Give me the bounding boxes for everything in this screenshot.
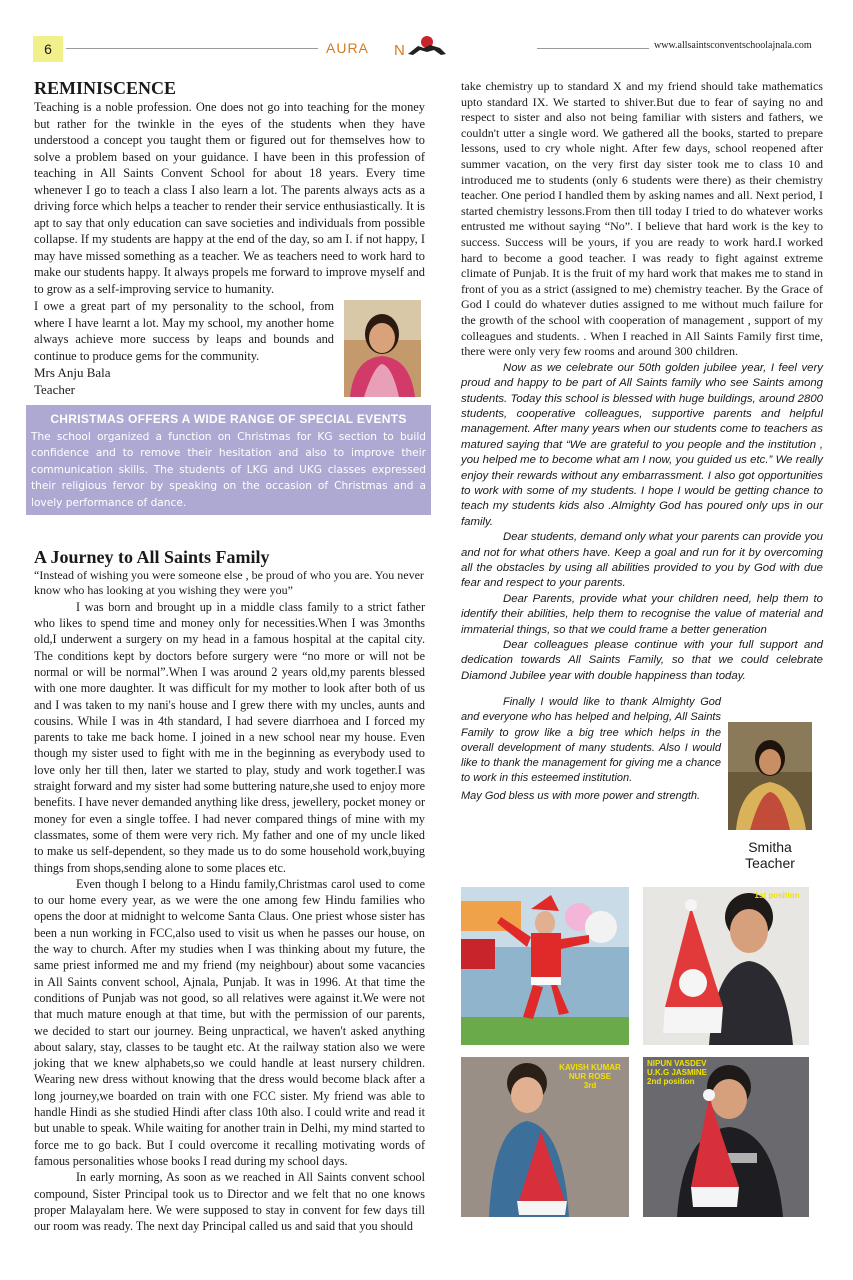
craft-winner-2nd-photo [643, 1057, 809, 1217]
smitha-name: Smitha [748, 839, 792, 855]
student-class: NUR ROSE [568, 1072, 612, 1081]
horses-icon [408, 45, 446, 55]
position-tag [647, 1059, 721, 1086]
position-tag: 1st position [754, 891, 800, 900]
magazine-logo [394, 34, 460, 60]
journey-title: A Journey to All Saints Family [34, 547, 270, 567]
christmas-title: CHRISTMAS OFFERS A WIDE RANGE OF SPECIAL EVENTS [50, 412, 407, 426]
journey-paragraph: Dear colleagues please continue with your full support and dedication towards All Saints Family, so that we could celebrate Diamond Jubilee year with double happiness than today. [461, 639, 823, 682]
header-rule-right [537, 48, 649, 49]
student-name: NIPUN VASDEV [647, 1059, 707, 1068]
journey-paragraph: take chemistry up to standard X and my friend should take mathematics upto standard IX. We started to shiver.But due to fear of saying no and respect to sister and also not being familiar with sisters and fathers, we couldn't utter a single word. We gathered all the books, started to prepare lessons, used to cry whole night. After few days, school reopened after summer vacation, on the very first day sister took me to class 10 and introduced me to students (only 6 students were there) as their chemistry teacher. One period I handled them by asking names and all. Next period, I started chemistry lessons.From then till today I tried to do whatever works entrusted me without saying “No”. I believe that hard work is the key to success. Success will be yours, if you are ready to work hard.I worked hard to become a good teacher. I was ready to fight against extreme climate of Punjab. It is the fruit of my hard work that makes me to stand in front of you as a strict (assigned to me) chemistry teacher. By the Grace of God I could do whatever duties assigned to me without much failure for the growth of the school with cooperation of management , support of my colleagues and students. . When I reached in All Saints Family first time, there were only very few rooms and around 300 children. [461, 79, 823, 359]
journey-paragraph: Dear Parents, provide what your children need, help them to identify their abilities, help them to recognise the value of material and immaterial things, so that we could frame a better generation [461, 592, 823, 636]
journey-paragraph: I was born and brought up in a middle class family to a strict father who likes to spend time and money only for necessities.When I was 3months old,I underwent a surgery on my head in a famous hospital at the capital city. The conditions kept by doctors before surgery were “no more or will not be normal or will be normal”.When I was around 2 years old,my parents blessed with one more daughter. It was difficult for my mother to look after both of us and I was taken to my nani's house and I grew there with my uncles, aunts and cousins. While I was in 4th standard, I had severe diarrhoea and I forced my parents to take me back home. I joined in a new school near my house. Even though my sister used to fight with me in the beginning as everybody used to love only her till then, later we started to play, study and work together.I was straight forward and my sister had some buttering nature,she used to enjoy more benefits. I have never demanded anything like dress, jewellery, pocket money or money for even a single toffee. I had never compared things of mine with my classmates, some of them were very rich. My father and one of my uncle liked to make us self-dependent, so they made us to do some household work,buying things from shops,sending alone to some places etc. [34, 599, 425, 875]
logo-letter: N [394, 42, 405, 59]
reminiscence-title: REMINISCENCE [34, 78, 177, 98]
journey-thanks: Finally I would like to thank Almighty God and everyone who has helped and helping, All Saints Family to grow like a big tree which helps in the overall development of many students. Also I would like to thank the management for giving me a chance to work in this esteemed institution. [461, 696, 721, 785]
student-name: KAVISH KUMAR [559, 1063, 621, 1072]
journey-closing-block [461, 695, 721, 804]
position-tag [555, 1063, 625, 1090]
journey-paragraph: Dear students, demand only what your parents can provide you and not for what others have. Keep a goal and run for it by overcoming all the obstacles by using all abilities provided to you by God with due fear and respect to your parents. [461, 531, 823, 590]
reminiscence-role: Teacher [34, 381, 75, 397]
christmas-banner [26, 405, 431, 515]
craft-winner-1st-photo [643, 887, 809, 1045]
craft-winner-3rd-photo [461, 1057, 629, 1217]
teacher-photo-anju-bala [344, 300, 421, 397]
student-class: U.K.G JASMINE [647, 1068, 708, 1077]
journey-paragraph: Even though I belong to a Hindu family,Christmas carol used to come to our home every year, as we were the one among few Hindu families who opens the door at midnight to welcome Santa Claus. One priest whose sister has been a nun working in FCC,also used to visit us when he passes our house, on the way to church. After my studies when I was thinking about my future, the same priest informed me and my friend (my neighbour) about some vacancies in All Saints convent school, Ajnala, Punjab. It was in 1996. At that time the conditions of Punjab was not good, so all relatives were against it.We were not that much mature enough at that time, but with the permission of our parents, we decided to start our journey. Being unpractical, we haven't asked anything about salary, stay, classes to be taught etc. At the railway station also we were joking that we knew alphabets,so we could handle at least nursery children. Wearing new dress without knowing that the dress would become black after a long journey,we boarded on train with one FCC sister. My friend was able to handle Hindi as she studied Hindi after class 10th also. I could write and read it but unable to speak. While waiting for another train in Delhi, my mind started to force me to go back. But I could overcome it recalling motivating words of famous personalities whose books I read during my school days. [34, 876, 425, 1168]
website-link[interactable]: www.allsaintsconventschoolajnala.com [654, 40, 812, 51]
header-rule-left [66, 48, 318, 49]
student-position: 3rd [583, 1081, 597, 1090]
smitha-caption [728, 839, 812, 871]
journey-paragraph: Now as we celebrate our 50th golden jubilee year, I feel very proud and happy to be part of All Saints family who see Saints among students. Today this school is blessed with huge buildings, around 2800 students, cooperative colleagues, supportive parents and helpful management. After many years when our students come to teachers as matured saying that “We are grateful to you people and the institution , you helped me to become what am I now, you guided us etc.” We really enjoy their rewards without any embarrassment. I also got opportunities to work with some of my students. I hope I would be getting chance to teach my students kids also .Almighty God has poured only ups in our family. [461, 361, 823, 528]
journey-quote: “Instead of wishing you were someone else , be proud of who you are. You never know who has looking at you wishing they were you” [34, 568, 424, 598]
student-position: 2nd position [647, 1077, 695, 1086]
page-number: 6 [33, 36, 63, 62]
magazine-name: AURA [326, 40, 369, 56]
page-header [0, 30, 853, 66]
reminiscence-author: Mrs Anju Bala [34, 365, 111, 380]
teacher-photo-smitha [728, 722, 812, 830]
journey-blessing: May God bless us with more power and strength. [461, 789, 701, 802]
journey-continued [461, 79, 823, 684]
smitha-role: Teacher [745, 855, 795, 871]
reminiscence-closing: I owe a great part of my personality to the school, from where I have learnt a lot. May my school, my another home always achieve more success by leaps and bounds and continue to produce gems for the community. [34, 299, 334, 363]
journey-article [34, 547, 425, 1234]
santa-dance-photo [461, 887, 629, 1045]
christmas-text: The school organized a function on Christmas for KG section to build confidence and to remove their hesitation and also to improve their communication skills. The students of LKG and UKG classes expressed their religious fervor by speaking on the occasion of Christmas and a lovely performance of dance. [31, 431, 426, 509]
reminiscence-paragraph: Teaching is a noble profession. One does not go into teaching for the money but rather for the twinkle in the eyes of the students when they have understood a concept you taught them or figured out for themselves how to solve a problem based on your guidance. I have been in this profession of teaching in All Saints Convent School for about 18 years. Every time whenever I go to teach a class I also learn a lot. The parents always acts as a driving force which helps a teacher to render their service enthusiastically. It is apt to say that only education can save societies and individuals from possible collapse. If my students are happy at the end of the day, so am I. if not happy, I may have missed something as a teacher. We as teachers need to work hard to make our students happy. It always propels me forward to improve myself and to grow as a self-improving service to humanity. [34, 100, 425, 296]
journey-paragraph: In early morning, As soon as we reached in All Saints convent school compound, Sister Principal took us to Director and we felt that no one knows proper Malayalam here. We were supposed to stay in convent for few days till our room was ready. The next day Principal called us and said that you should [34, 1170, 425, 1234]
